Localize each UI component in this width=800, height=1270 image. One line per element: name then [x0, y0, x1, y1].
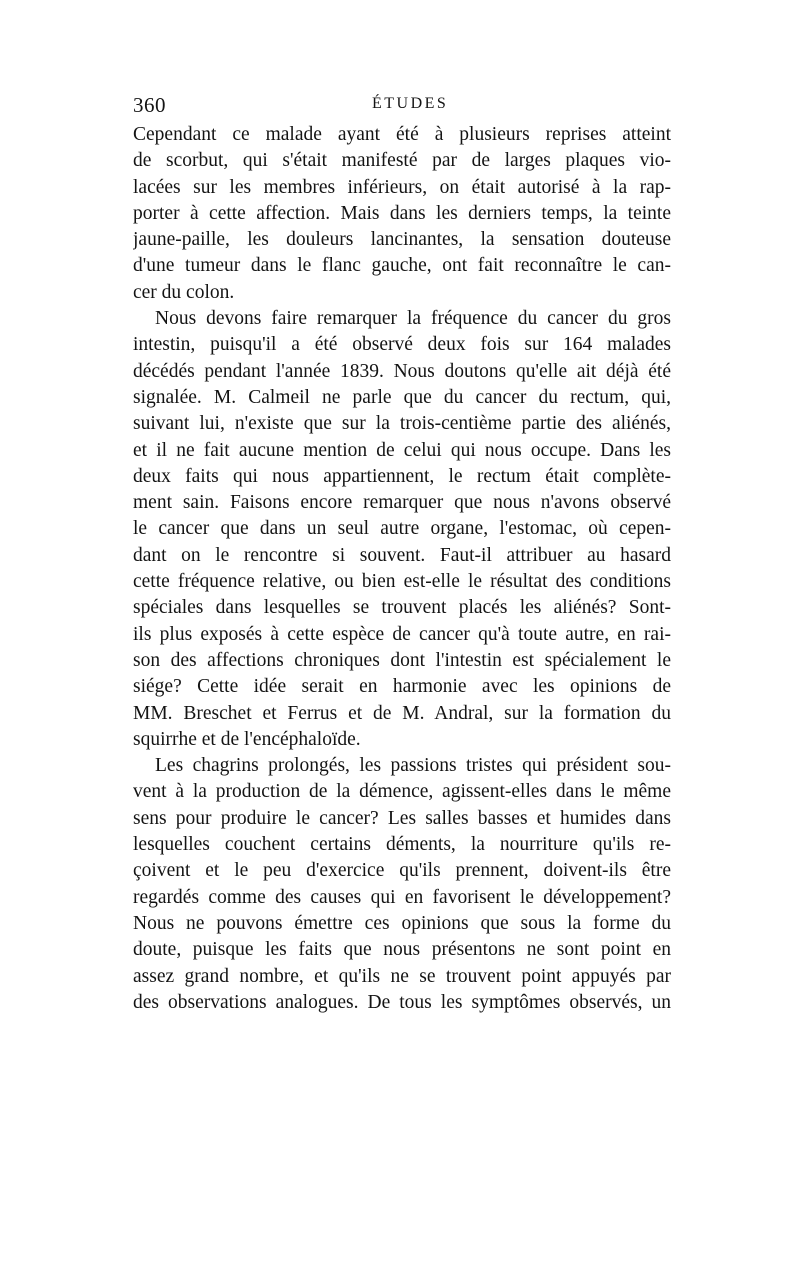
text-line: siége? Cette idée serait en harmonie avec les opinions de: [133, 676, 671, 698]
text-line: intestin, puisqu'il a été observé deux fois sur 164 malades: [133, 334, 671, 356]
text-line: suivant lui, n'existe que sur la trois-centième partie des aliénés,: [133, 413, 671, 435]
text-line: jaune-paille, les douleurs lancinantes, la sensation douteuse: [133, 229, 671, 251]
paragraph: [133, 753, 671, 1016]
page-number: 360: [133, 93, 166, 117]
text-line: signalée. M. Calmeil ne parle que du cancer du rectum, qui,: [133, 386, 671, 408]
paragraph: [133, 306, 671, 753]
text-line: porter à cette affection. Mais dans les derniers temps, la teinte: [133, 202, 671, 224]
text-line: MM. Breschet et Ferrus et de M. Andral, sur la formation du: [133, 702, 671, 724]
page-header: [133, 93, 671, 119]
text-line: Les chagrins prolongés, les passions tristes qui président sou-: [155, 755, 671, 777]
text-line: ment sain. Faisons encore remarquer que nous n'avons observé: [133, 492, 671, 514]
text-line: regardés comme des causes qui en favorisent le développement?: [133, 886, 671, 908]
text-line: sens pour produire le cancer? Les salles basses et humides dans: [133, 807, 671, 829]
text-line: décédés pendant l'année 1839. Nous doutons qu'elle ait déjà été: [133, 360, 671, 382]
text-line: assez grand nombre, et qu'ils ne se trouvent point appuyés par: [133, 965, 671, 987]
text-line: cer du colon.: [133, 281, 235, 303]
text-line: dant on le rencontre si souvent. Faut-il attribuer au hasard: [133, 544, 671, 566]
text-line: Nous devons faire remarquer la fréquence du cancer du gros: [155, 308, 671, 330]
text-line: Cependant ce malade ayant été à plusieurs reprises atteint: [133, 124, 671, 145]
text-line: des observations analogues. De tous les symptômes observés, un: [133, 991, 671, 1013]
text-line: vent à la production de la démence, agissent-elles dans le même: [133, 781, 671, 803]
text-line: son des affections chroniques dont l'intestin est spécialement le: [133, 649, 671, 671]
text-line: lacées sur les membres inférieurs, on était autorisé à la rap-: [133, 176, 671, 198]
text-line: d'une tumeur dans le flanc gauche, ont fait reconnaître le can-: [133, 255, 671, 277]
text-line: cette fréquence relative, ou bien est-elle le résultat des conditions: [133, 571, 671, 593]
body-text: [133, 122, 671, 1016]
text-line: doute, puisque les faits que nous présentons ne sont point en: [133, 939, 671, 961]
text-line: çoivent et le peu d'exercice qu'ils prennent, doivent-ils être: [133, 860, 671, 882]
text-line: deux faits qui nous appartiennent, le rectum était complète-: [133, 465, 671, 487]
text-line: lesquelles couchent certains déments, la nourriture qu'ils re-: [133, 834, 671, 856]
text-line: le cancer que dans un seul autre organe, l'estomac, où cepen-: [133, 518, 671, 540]
running-head: ÉTUDES: [372, 95, 449, 112]
text-line: Nous ne pouvons émettre ces opinions que sous la forme du: [133, 912, 671, 934]
text-line: spéciales dans lesquelles se trouvent placés les aliénés? Sont-: [133, 597, 671, 619]
text-line: squirrhe et de l'encéphaloïde.: [133, 728, 361, 750]
text-line: et il ne fait aucune mention de celui qui nous occupe. Dans les: [133, 439, 671, 461]
text-line: de scorbut, qui s'était manifesté par de larges plaques vio-: [133, 150, 671, 172]
text-line: ils plus exposés à cette espèce de cancer qu'à toute autre, en rai-: [133, 623, 671, 645]
paragraph: [133, 122, 671, 306]
